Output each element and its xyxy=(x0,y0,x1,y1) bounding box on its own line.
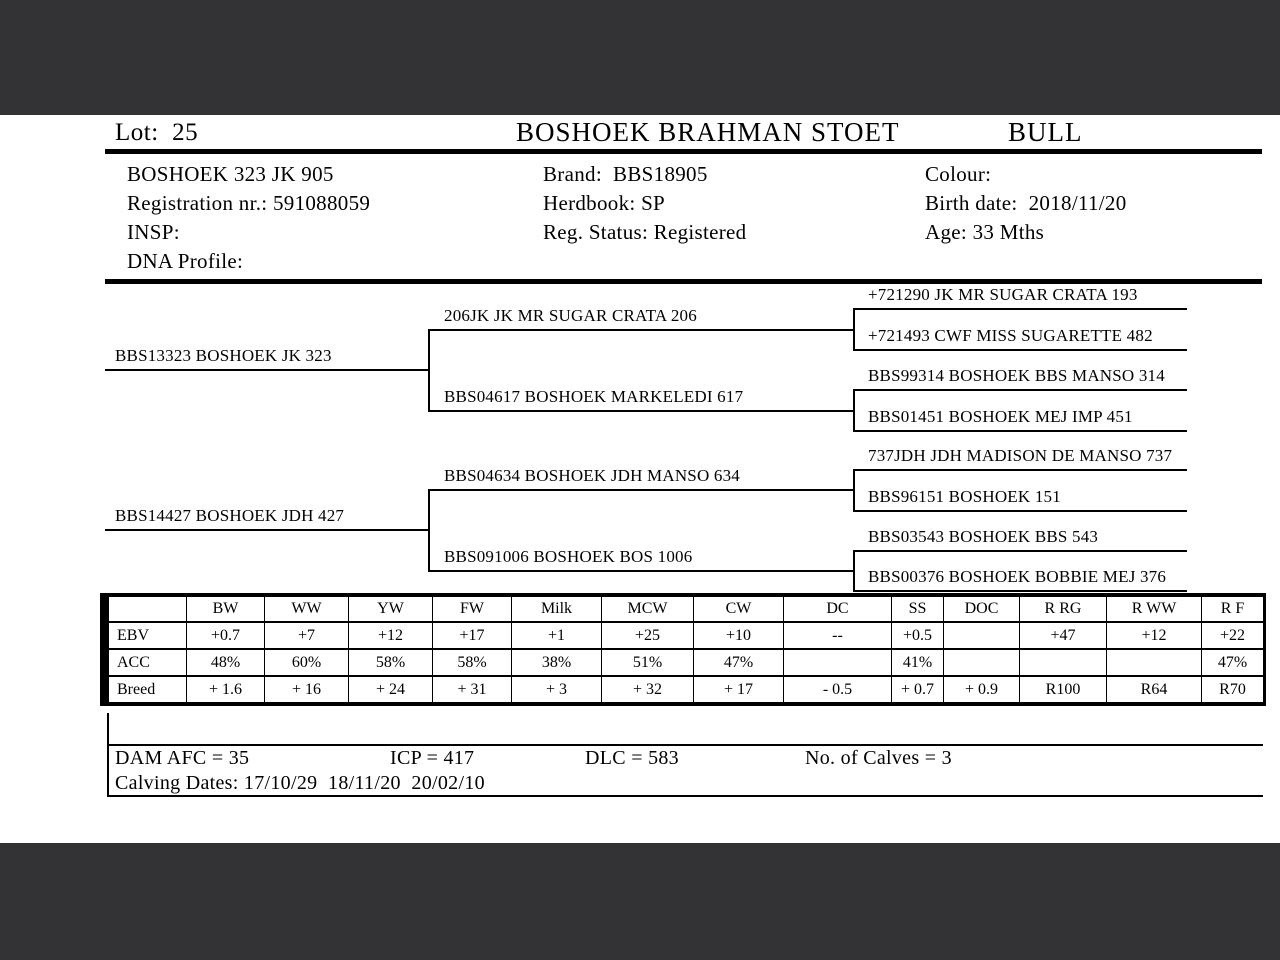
ebv-cell: 48% xyxy=(187,649,265,676)
registration-number: Registration nr.: 591088059 xyxy=(127,191,371,215)
ebv-cell: 47% xyxy=(1202,649,1264,676)
pedigree-gen3-5: 737JDH JDH MADISON DE MANSO 737 xyxy=(855,445,1187,471)
header-double-rule xyxy=(105,149,1262,154)
ebv-cell: - 0.5 xyxy=(784,676,892,703)
ebv-cell: + 32 xyxy=(602,676,694,703)
reg-status: Reg. Status: Registered xyxy=(543,220,747,244)
dam-box-bottom-rule xyxy=(107,795,1263,797)
pedigree-gen3-1: +721290 JK MR SUGAR CRATA 193 xyxy=(855,284,1187,310)
ebv-column-header: MCW xyxy=(602,596,694,622)
ebv-column-header: R F xyxy=(1202,596,1264,622)
ebv-cell: +12 xyxy=(349,622,433,649)
ebv-cell xyxy=(944,649,1020,676)
pedigree-dam: BBS14427 BOSHOEK JDH 427 xyxy=(105,505,430,531)
ebv-column-header: Milk xyxy=(512,596,602,622)
ebv-cell: 58% xyxy=(433,649,512,676)
stud-title: BOSHOEK BRAHMAN STOET xyxy=(516,117,900,147)
pedigree-sire-dam: BBS04617 BOSHOEK MARKELEDI 617 xyxy=(430,386,855,412)
birth-date: Birth date: 2018/11/20 xyxy=(925,191,1127,215)
ebv-column-header: BW xyxy=(187,596,265,622)
dam-dlc: DLC = 583 xyxy=(585,747,679,769)
ebv-cell: +12 xyxy=(1107,622,1202,649)
dam-afc: DAM AFC = 35 xyxy=(115,747,250,769)
ebv-cell: + 17 xyxy=(694,676,784,703)
dam-icp: ICP = 417 xyxy=(390,747,475,769)
pedigree-gen3-8: BBS00376 BOSHOEK BOBBIE MEJ 376 xyxy=(855,566,1187,592)
pedigree-sire: BBS13323 BOSHOEK JK 323 xyxy=(105,345,430,371)
ebv-cell: +0.7 xyxy=(187,622,265,649)
ebv-cell xyxy=(784,649,892,676)
calving-dates: Calving Dates: 17/10/29 18/11/20 20/02/10 xyxy=(115,772,485,794)
dam-box-left-rule xyxy=(107,713,109,797)
ebv-data-row xyxy=(109,622,1264,649)
ebv-cell: 58% xyxy=(349,649,433,676)
ebv-column-header: DOC xyxy=(944,596,1020,622)
ebv-cell xyxy=(944,622,1020,649)
ebv-column-header: DC xyxy=(784,596,892,622)
ebv-cell: +17 xyxy=(433,622,512,649)
dam-calves-count: No. of Calves = 3 xyxy=(805,747,952,769)
pedigree-gen3-3: BBS99314 BOSHOEK BBS MANSO 314 xyxy=(855,365,1187,391)
ebv-column-header xyxy=(109,596,187,622)
ebv-cell: +10 xyxy=(694,622,784,649)
info-column-right xyxy=(925,160,1127,247)
ebv-table xyxy=(108,595,1264,704)
ebv-row-label: Breed xyxy=(109,676,187,703)
ebv-cell: 60% xyxy=(265,649,349,676)
ebv-cell xyxy=(1107,649,1202,676)
ebv-data-row xyxy=(109,676,1264,703)
ebv-cell: +25 xyxy=(602,622,694,649)
ebv-cell: R70 xyxy=(1202,676,1264,703)
ebv-cell: 47% xyxy=(694,649,784,676)
herdbook: Herdbook: SP xyxy=(543,191,666,215)
ebv-column-header: WW xyxy=(265,596,349,622)
ebv-cell: +47 xyxy=(1020,622,1107,649)
dna-profile-label: DNA Profile: xyxy=(127,249,244,273)
ebv-data-row xyxy=(109,649,1264,676)
age: Age: 33 Mths xyxy=(925,220,1045,244)
ebv-cell xyxy=(1020,649,1107,676)
ebv-cell: + 31 xyxy=(433,676,512,703)
ebv-cell: +22 xyxy=(1202,622,1264,649)
pedigree-connector xyxy=(853,308,855,351)
pedigree-sire-sire: 206JK JK MR SUGAR CRATA 206 xyxy=(430,305,855,331)
pedigree-gen3-4: BBS01451 BOSHOEK MEJ IMP 451 xyxy=(855,406,1187,432)
ebv-cell: + 0.7 xyxy=(892,676,944,703)
ebv-cell: +0.5 xyxy=(892,622,944,649)
ebv-cell: R100 xyxy=(1020,676,1107,703)
ebv-cell: +1 xyxy=(512,622,602,649)
ebv-cell: R64 xyxy=(1107,676,1202,703)
pedigree-connector xyxy=(853,469,855,512)
ebv-cell: +7 xyxy=(265,622,349,649)
ebv-header-row xyxy=(109,596,1264,622)
pedigree-dam-sire: BBS04634 BOSHOEK JDH MANSO 634 xyxy=(430,465,855,491)
pedigree-gen3-7: BBS03543 BOSHOEK BBS 543 xyxy=(855,526,1187,552)
ebv-column-header: CW xyxy=(694,596,784,622)
insp-label: INSP: xyxy=(127,220,180,244)
ebv-cell: 41% xyxy=(892,649,944,676)
info-column-left xyxy=(127,160,370,276)
brand: Brand: BBS18905 xyxy=(543,162,708,186)
colour-label: Colour: xyxy=(925,162,992,186)
ebv-cell: + 1.6 xyxy=(187,676,265,703)
dam-box-top-rule xyxy=(107,744,1263,746)
pedigree-connector xyxy=(853,550,855,592)
pedigree-connector xyxy=(853,389,855,432)
ebv-cell: + 0.9 xyxy=(944,676,1020,703)
animal-type-label: BULL xyxy=(1008,117,1083,147)
ebv-cell: 51% xyxy=(602,649,694,676)
ebv-row-label: ACC xyxy=(109,649,187,676)
ebv-cell: + 24 xyxy=(349,676,433,703)
pedigree-connector xyxy=(428,489,430,572)
ebv-column-header: R RG xyxy=(1020,596,1107,622)
pedigree-gen3-2: +721493 CWF MISS SUGARETTE 482 xyxy=(855,325,1187,351)
ebv-column-header: R WW xyxy=(1107,596,1202,622)
ebv-cell: + 16 xyxy=(265,676,349,703)
animal-name: BOSHOEK 323 JK 905 xyxy=(127,162,334,186)
ebv-cell: 38% xyxy=(512,649,602,676)
ebv-column-header: YW xyxy=(349,596,433,622)
ebv-table-wrap xyxy=(100,593,1266,706)
pedigree-dam-dam: BBS091006 BOSHOEK BOS 1006 xyxy=(430,546,855,572)
ebv-column-header: FW xyxy=(433,596,512,622)
pedigree-gen3-6: BBS96151 BOSHOEK 151 xyxy=(855,486,1187,512)
pedigree-connector xyxy=(428,329,430,412)
lot-number: Lot: 25 xyxy=(115,119,199,146)
ebv-row-label: EBV xyxy=(109,622,187,649)
info-column-middle xyxy=(543,160,746,247)
ebv-column-header: SS xyxy=(892,596,944,622)
ebv-cell: + 3 xyxy=(512,676,602,703)
ebv-cell: -- xyxy=(784,622,892,649)
